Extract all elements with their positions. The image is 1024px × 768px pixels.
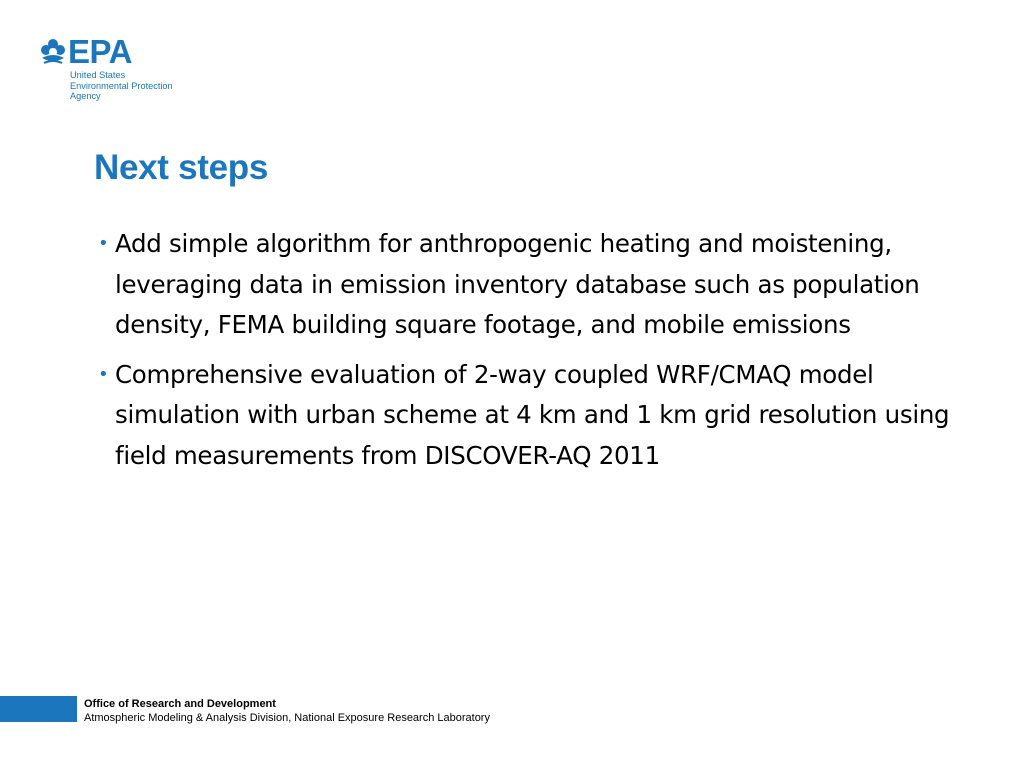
footer <box>84 697 490 725</box>
bullet-icon: • <box>98 233 109 254</box>
bullet-item-2 <box>98 355 968 477</box>
slide-title: Next steps <box>94 148 269 187</box>
bullet-list <box>98 224 968 485</box>
bullet-item-1 <box>98 224 968 346</box>
logo-line-2: Environmental Protection <box>70 80 173 91</box>
footer-accent-bar <box>0 696 77 722</box>
logo-line-1: United States <box>70 70 126 80</box>
bullet-icon: • <box>98 363 109 385</box>
epa-agency-name <box>70 70 173 102</box>
logo-line-3: Agency <box>70 91 101 101</box>
bullet-text-2: Comprehensive evaluation of 2-way coupled WRF/CMAQ model simulation with urban scheme at 4 km and 1 km grid resolution using field measurements from DISCOVER-AQ 2011 <box>115 359 950 470</box>
bullet-text-1: Add simple algorithm for anthropogenic heating and moistening, leveraging data in emission inventory database such as population density, FEMA building square footage, and mobile emissions <box>115 229 920 339</box>
epa-logo <box>40 33 210 108</box>
epa-wordmark: EPA <box>68 33 132 70</box>
footer-division: Atmospheric Modeling & Analysis Division, National Exposure Research Laboratory <box>84 712 490 724</box>
epa-flower-icon <box>40 38 66 68</box>
footer-office: Office of Research and Development <box>84 698 276 710</box>
